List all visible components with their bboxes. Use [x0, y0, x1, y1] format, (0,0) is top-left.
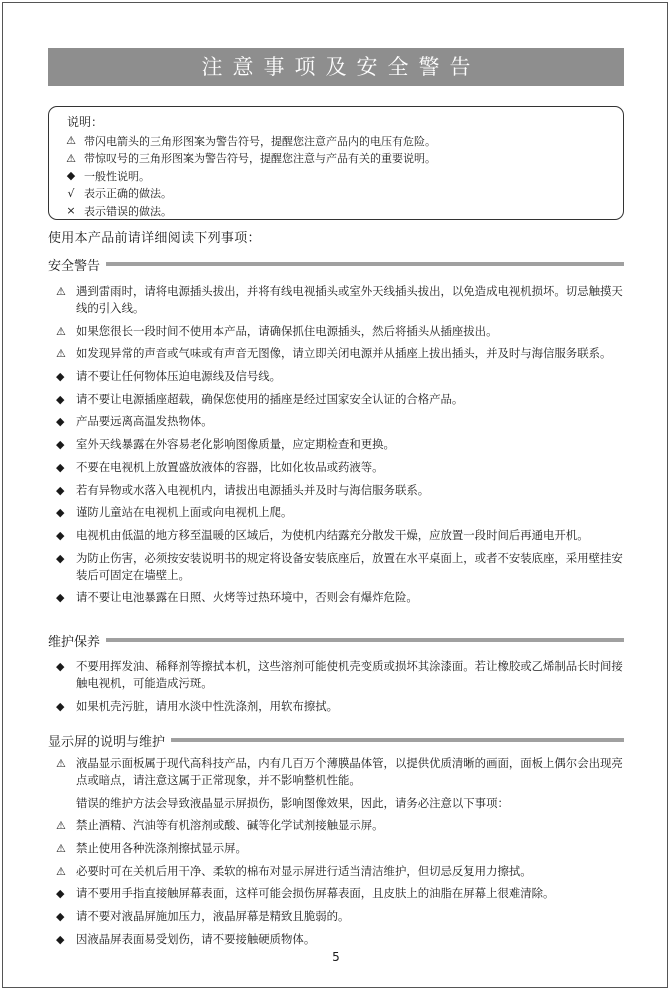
- diamond-bullet-icon: ◆: [56, 415, 65, 429]
- diamond-bullet-icon: ◆: [56, 438, 65, 452]
- diamond-bullet-icon: ◆: [56, 660, 65, 673]
- list-item: [56, 795, 624, 812]
- item-text: 请不要让任何物体压迫电源线及信号线。: [76, 369, 282, 384]
- item-text: 请不要对液晶屏施加压力，液晶屏幕是精致且脆弱的。: [76, 909, 350, 924]
- page-number: 5: [332, 950, 340, 964]
- section-header-safety: [48, 254, 624, 274]
- list-item: [56, 413, 624, 430]
- diamond-bullet-icon: ◆: [66, 169, 76, 183]
- safety-list: [56, 283, 624, 606]
- diamond-bullet-icon: ◆: [56, 528, 65, 542]
- diamond-bullet-icon: ◆: [56, 370, 65, 384]
- item-text: 请不要让电池暴露在日照、火烤等过热环境中，否则会有爆炸危险。: [76, 590, 418, 605]
- list-item: [56, 863, 624, 880]
- list-item: [56, 885, 624, 902]
- item-text: 若有异物或水落入电视机内，请拔出电源插头并及时与海信服务联系。: [76, 482, 430, 497]
- section-divider: [106, 262, 624, 266]
- legend-row: [63, 202, 623, 220]
- item-text: 如发现异常的声音或气味或有声音无图像，请立即关闭电源并从插座上拔出插头，并及时与海信服务联系。: [76, 346, 612, 361]
- list-item: [56, 436, 624, 453]
- legend-row: [63, 150, 623, 168]
- list-item: [56, 698, 624, 715]
- list-item: [56, 589, 624, 606]
- list-item: [56, 283, 624, 317]
- page-title-banner: 注意事项及安全警告: [48, 48, 624, 86]
- warning-triangle-icon: ⚠: [56, 757, 66, 770]
- list-item: [56, 459, 624, 476]
- item-text: 错误的维护方法会导致液晶显示屏损伤，影响图像效果，因此，请务必注意以下事项：: [76, 795, 509, 810]
- diamond-bullet-icon: ◆: [56, 551, 65, 565]
- cross-mark-icon: ×: [66, 204, 76, 218]
- list-item: [56, 527, 624, 544]
- section-title: 显示屏的说明与维护: [48, 734, 166, 750]
- item-text: 禁止使用各种洗涤剂擦拭显示屏。: [76, 841, 247, 856]
- item-text: 室外天线暴露在外容易老化影响图像质量，应定期检查和更换。: [76, 437, 395, 452]
- warning-triangle-icon: ⚠: [56, 842, 66, 856]
- list-item: [56, 908, 624, 925]
- list-item: [56, 504, 624, 521]
- diamond-bullet-icon: ◆: [56, 392, 65, 406]
- legend-text: 带惊叹号的三角形图案为警告符号，提醒您注意与产品有关的重要说明。: [84, 152, 436, 166]
- intro-text: 使用本产品前请详细阅读下列事项：: [48, 231, 261, 246]
- section-header-display: [48, 730, 624, 750]
- item-text: 不要用挥发油、稀释剂等擦拭本机，这些溶剂可能使机壳变质或损坏其涂漆面。若让橡胶或乙烯制品长时间接触电视机，可能造成污斑。: [76, 659, 623, 690]
- diamond-bullet-icon: ◆: [56, 699, 65, 713]
- warning-triangle-icon: ⚠: [66, 134, 76, 148]
- list-item: [56, 323, 624, 340]
- list-item: [56, 755, 624, 789]
- list-item: [56, 391, 624, 408]
- section-title: 维护保养: [48, 634, 101, 650]
- warning-triangle-icon: ⚠: [56, 864, 66, 878]
- item-text: 如果您很长一段时间不使用本产品，请确保抓住电源插头，然后将插头从插座拔出。: [76, 323, 498, 338]
- warning-triangle-icon: ⚠: [56, 324, 66, 338]
- legend-row: [63, 132, 623, 150]
- item-text: 遇到雷雨时，请将电源插头拔出，并将有线电视插头或室外天线插头拔出，以免造成电视机损坏。切忌触摸天线的引入线。: [76, 284, 623, 315]
- item-text: 液晶显示面板属于现代高科技产品，内有几百万个薄膜晶体管，以提供优质清晰的画面，面板上偶尔会出现亮点或暗点，请注意这属于正常现象，并不影响整机性能。: [76, 756, 623, 787]
- legend-title: 说明：: [67, 115, 104, 129]
- item-text: 如果机壳污脏，请用水淡中性洗涤剂，用软布擦拭。: [76, 698, 338, 713]
- item-text: 请不要让电源插座超载，确保您使用的插座是经过国家安全认证的合格产品。: [76, 391, 464, 406]
- list-item: [56, 482, 624, 499]
- diamond-bullet-icon: ◆: [56, 460, 65, 474]
- item-text: 禁止酒精、汽油等有机溶剂或酸、碱等化学试剂接触显示屏。: [76, 818, 384, 833]
- list-item: [56, 931, 624, 948]
- item-text: 请不要用手指直接触屏幕表面，这样可能会损伤屏幕表面，且皮肤上的油脂在屏幕上很难清除。: [76, 886, 555, 901]
- display-list: [56, 755, 624, 948]
- maintenance-list: [56, 658, 624, 715]
- check-mark-icon: √: [67, 186, 75, 200]
- legend-text: 表示错误的做法。: [84, 204, 172, 218]
- section-divider: [106, 638, 624, 642]
- item-text: 谨防儿童站在电视机上面或向电视机上爬。: [76, 505, 293, 520]
- list-item: [56, 550, 624, 584]
- warning-triangle-icon: ⚠: [56, 285, 66, 298]
- section-divider: [171, 738, 624, 742]
- legend-text: 一般性说明。: [84, 169, 150, 183]
- list-item: [56, 368, 624, 385]
- list-item: [56, 840, 624, 857]
- item-text: 产品要远离高温发热物体。: [76, 414, 213, 429]
- diamond-bullet-icon: ◆: [56, 591, 65, 605]
- warning-triangle-icon: ⚠: [56, 347, 66, 361]
- diamond-bullet-icon: ◆: [56, 910, 65, 924]
- item-text: 电视机由低温的地方移至温暖的区域后，为使机内结露充分散发干燥，应放置一段时间后再通电开机。: [76, 527, 589, 542]
- list-item: [56, 817, 624, 834]
- legend-text: 表示正确的做法。: [84, 187, 172, 201]
- warning-triangle-icon: ⚠: [66, 151, 76, 165]
- diamond-bullet-icon: ◆: [56, 506, 65, 520]
- diamond-bullet-icon: ◆: [56, 887, 65, 901]
- list-item: [56, 658, 624, 692]
- warning-triangle-icon: ⚠: [56, 819, 66, 833]
- section-header-maintenance: [48, 630, 624, 650]
- item-text: 为防止伤害，必须按安装说明书的规定将设备安装底座后，放置在水平桌面上，或者不安装底座，采用壁挂安装后可固定在墙壁上。: [76, 550, 623, 582]
- diamond-bullet-icon: ◆: [56, 483, 65, 497]
- item-text: 不要在电视机上放置盛放液体的容器，比如化妆品或药液等。: [76, 459, 384, 474]
- diamond-bullet-icon: ◆: [56, 932, 65, 946]
- list-item: [56, 345, 624, 362]
- item-text: 必要时可在关机后用干净、柔软的棉布对显示屏进行适当清洁维护，但切忌反复用力擦拭。: [76, 863, 532, 878]
- legend-text: 带闪电箭头的三角形图案为警告符号，提醒您注意产品内的电压有危险。: [84, 134, 436, 148]
- section-title: 安全警告: [48, 258, 101, 274]
- legend-box: [48, 106, 624, 220]
- legend-row: [63, 185, 623, 203]
- item-text: 因液晶屏表面易受划伤，请不要接触硬质物体。: [76, 931, 316, 946]
- legend-row: [63, 167, 623, 185]
